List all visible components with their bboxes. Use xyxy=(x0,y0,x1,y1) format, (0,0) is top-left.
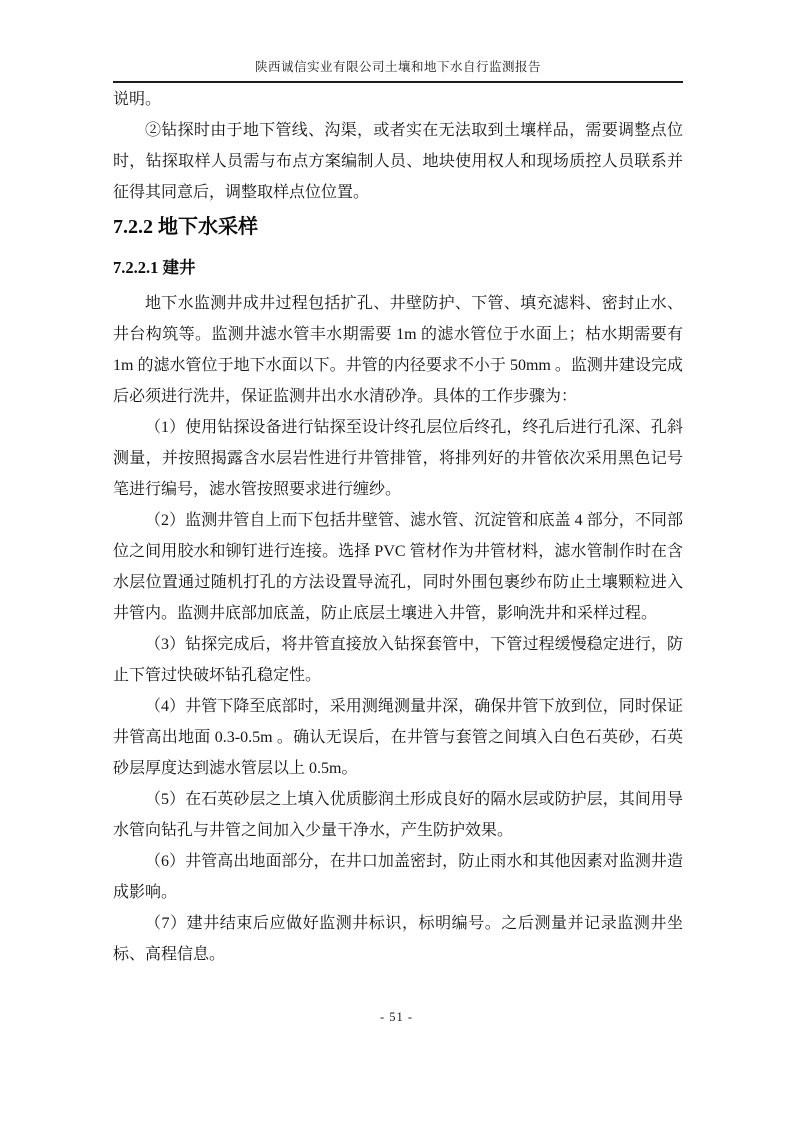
page-header xyxy=(113,57,683,83)
page-footer xyxy=(0,1008,793,1026)
step-paragraph-6: （6）井管高出地面部分，在井口加盖密封，防止雨水和其他因素对监测井造成影响。 xyxy=(113,853,683,901)
step-paragraph-4: （4）井管下降至底部时，采用测绳测量井深，确保井管下放到位，同时保证井管高出地面 0.3-0.5m 。确认无误后，在井管与套管之间填入白色石英砂，石英砂层厚度达到滤水管层以上 0.5m。 xyxy=(113,698,683,777)
header-divider xyxy=(113,81,683,83)
paragraph-well-construction-intro: 地下水监测井成井过程包括扩孔、井壁防护、下管、填充滤料、密封止水、井台构筑等。监测井滤水管丰水期需要 1m 的滤水管位于水面上；枯水期需要有 1m 的滤水管位于地下水面以下。井管的内径要求不小于 50mm 。监测井建设完成后必须进行洗井，保证监测井出水水清砂净。具体的工作步骤为： xyxy=(113,295,683,405)
step-paragraph-3: （3）钻探完成后，将井管直接放入钻探套管中，下管过程缓慢稳定进行，防止下管过快破坏钻孔稳定性。 xyxy=(113,636,683,684)
page-number: - 51 - xyxy=(379,1010,414,1024)
step-paragraph-5: （5）在石英砂层之上填入优质膨润土形成良好的隔水层或防护层，其间用导水管向钻孔与井管之间加入少量干净水，产生防护效果。 xyxy=(113,791,683,839)
step-paragraph-7: （7）建井结束后应做好监测井标识，标明编号。之后测量并记录监测井坐标、高程信息。 xyxy=(113,915,683,963)
page-body xyxy=(113,84,683,970)
header-title: 陕西诚信实业有限公司土壤和地下水自行监测报告 xyxy=(254,60,541,74)
step-paragraph-1: （1）使用钻探设备进行钻探至设计终孔层位后终孔，终孔后进行孔深、孔斜测量，并按照揭露含水层岩性进行井管排管，将排列好的井管依次采用黑色记号笔进行编号，滤水管按照要求进行缠纱。 xyxy=(113,419,683,498)
paragraph-continuation: 说明。 xyxy=(113,91,162,108)
subsection-heading-well-construction: 7.2.2.1 建井 xyxy=(113,258,196,277)
section-heading-groundwater-sampling: 7.2.2 地下水采样 xyxy=(113,216,258,238)
paragraph-note: ②钻探时由于地下管线、沟渠，或者实在无法取到土壤样品，需要调整点位时，钻探取样人员需与布点方案编制人员、地块使用权人和现场质控人员联系并征得其同意后，调整取样点位位置。 xyxy=(113,122,683,201)
step-paragraph-2: （2）监测井管自上而下包括井壁管、滤水管、沉淀管和底盖 4 部分，不同部位之间用胶水和铆钉进行连接。选择 PVC 管材作为井管材料，滤水管制作时在含水层位置通过随机打孔的方法设置导流孔，同时外围包裹纱布防止土壤颗粒进入井管内。监测井底部加底盖，防止底层土壤进入井管，影响洗井和采样过程。 xyxy=(113,512,683,622)
